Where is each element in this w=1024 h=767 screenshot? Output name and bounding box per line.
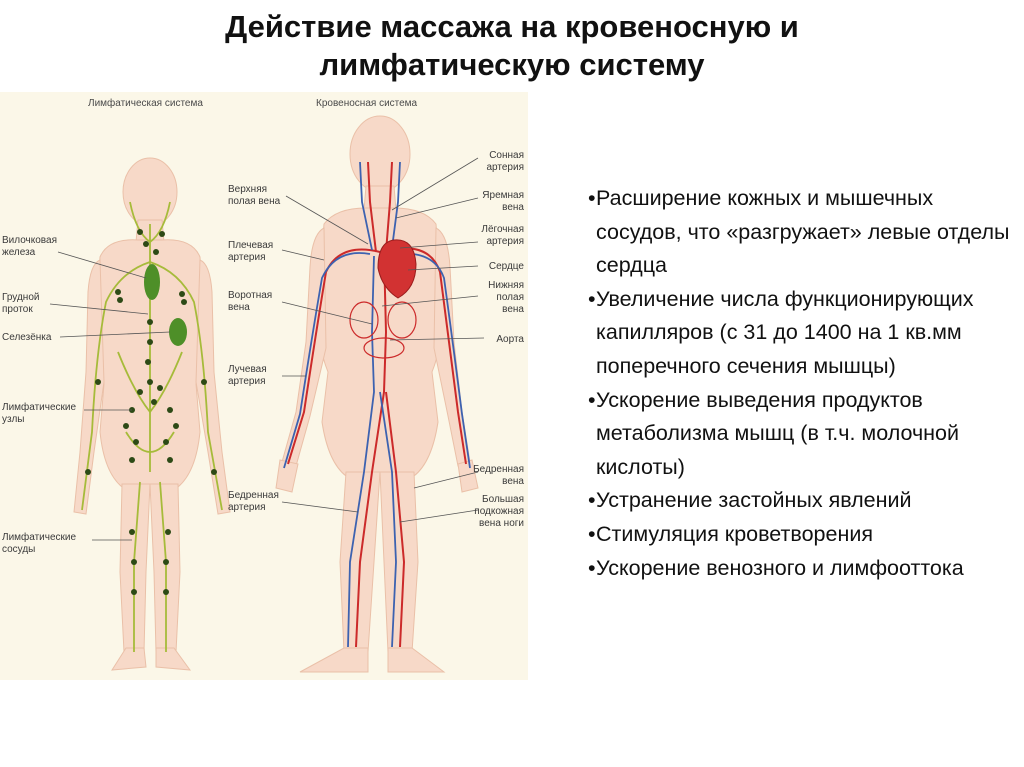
bullet-item: • Стимуляция кроветворения (588, 518, 1018, 552)
label-carotid-artery: Сонная (489, 150, 524, 161)
label-lymph-vessels: Лимфатические (2, 532, 77, 543)
bullet-item: • Устранение застойных явлений (588, 484, 1018, 518)
lymphatic-system-heading: Лимфатическая система (88, 98, 203, 109)
label-thymus-2: железа (2, 247, 36, 258)
label-jugular-vein-2: вена (502, 202, 524, 213)
label-lymph-vessels-2: сосуды (2, 544, 36, 555)
label-pulmonary-artery-2: артерия (486, 236, 524, 247)
bullet-item: • Увеличение числа функционирующих капилляров (с 31 до 1400 на 1 кв.мм поперечного сечения мышцы) (588, 283, 1018, 384)
label-jugular-vein: Яремная (482, 190, 524, 201)
anatomy-illustration (0, 92, 528, 680)
slide-title-line-1: Действие массажа на кровеносную и (225, 9, 799, 44)
label-thoracic-duct-2: проток (2, 304, 33, 315)
label-femoral-artery: Бедренная (228, 490, 279, 501)
label-aorta: Аорта (496, 334, 524, 345)
label-great-saphenous-vein: Большая (482, 494, 524, 505)
label-lymph-nodes-2: узлы (2, 414, 25, 425)
label-pulmonary-artery: Лёгочная (481, 224, 524, 235)
label-radial-artery: Лучевая (228, 364, 267, 375)
label-femoral-vein-2: вена (502, 476, 524, 487)
label-inferior-vena-cava: Нижняя (488, 280, 524, 291)
effects-bullet-list (588, 182, 1018, 585)
label-brachial-artery-2: артерия (228, 252, 266, 263)
bullet-item: • Ускорение венозного и лимфооттока (588, 552, 1018, 586)
slide-title (0, 8, 1024, 84)
bullet-item: • Ускорение выведения продуктов метаболизма мышц (в т.ч. молочной кислоты) (588, 384, 1018, 485)
label-inferior-vena-cava-2: полая (496, 292, 524, 303)
label-portal-vein: Воротная (228, 290, 273, 301)
label-thoracic-duct: Грудной (2, 292, 40, 303)
label-superior-vena-cava: Верхняя (228, 184, 268, 195)
label-great-saphenous-vein-3: вена ноги (479, 518, 524, 529)
label-portal-vein-2: вена (228, 302, 250, 313)
label-superior-vena-cava-2: полая вена (228, 196, 281, 207)
label-lymph-nodes: Лимфатические (2, 402, 77, 413)
label-radial-artery-2: артерия (228, 376, 266, 387)
label-femoral-vein: Бедренная (473, 464, 524, 475)
label-heart: Сердце (488, 261, 524, 272)
label-brachial-artery: Плечевая (228, 240, 274, 251)
label-carotid-artery-2: артерия (486, 162, 524, 173)
slide-title-line-2: лимфатическую систему (319, 47, 705, 82)
label-inferior-vena-cava-3: вена (502, 304, 524, 315)
label-great-saphenous-vein-2: подкожная (474, 506, 524, 517)
label-femoral-artery-2: артерия (228, 502, 266, 513)
anatomy-svg (0, 92, 528, 680)
label-thymus: Вилочковая (2, 235, 57, 246)
label-spleen: Селезёнка (2, 332, 52, 343)
bullet-item: • Расширение кожных и мышечных сосудов, что «разгружает» левые отделы сердца (588, 182, 1018, 283)
circulatory-system-heading: Кровеносная система (316, 98, 418, 109)
